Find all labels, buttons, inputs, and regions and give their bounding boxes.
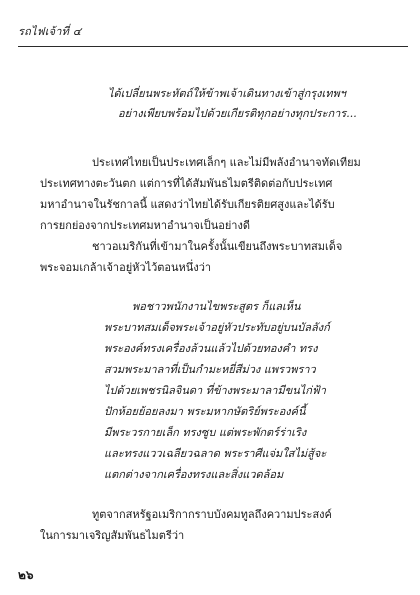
closing-line: ทูตจากสหรัฐอเมริกากราบบังคมทูลถึงความประสงค์	[92, 508, 332, 521]
verse-line: สวมพระมาลาที่เป็นกำมะหยี่สีม่วง แพรวพราว	[104, 363, 316, 376]
running-header: รถไฟเจ้าที่ ๔	[18, 25, 82, 38]
body-line: การยกย่องจากประเทศมหาอำนาจเป็นอย่างดี	[40, 219, 250, 232]
body-line: ประเทศทางตะวันตก แต่การที่ได้สัมพันธไมตรีติดต่อกับประเทศ	[40, 177, 333, 190]
verse-line: พอชาวพนักงานไขพระสูตร ก็แลเห็น	[132, 300, 301, 313]
page-number: ๒๖	[18, 568, 34, 582]
intro-line: ได้เปลี่ยนพระหัตถ์ให้ข้าพเจ้าเดินทางเข้าสู่กรุงเทพฯ	[108, 87, 346, 100]
verse-line: พระบาทสมเด็จพระเจ้าอยู่หัวประทับอยู่บนบัลลังก์	[104, 321, 330, 334]
intro-line: อย่างเพียบพร้อมไปด้วยเกียรติทุกอย่างทุกประการ...	[118, 107, 357, 120]
header-rule	[18, 46, 408, 47]
verse-line: แตกต่างจากเครื่องทรงและสิ่งแวดล้อม	[104, 468, 284, 481]
verse-line: มีพระวรกายเล็ก ทรงซูบ แต่พระพักตร์ร่าเริง	[104, 426, 307, 439]
body-line: ประเทศไทยเป็นประเทศเล็กๆ และไม่มีพลังอำนาจทัดเทียม	[92, 156, 361, 169]
body-line: มหาอำนาจในรัชกาลนี้ แสดงว่าไทยได้รับเกียรติยศสูงและได้รับ	[40, 198, 335, 211]
body-text	[40, 152, 384, 278]
closing-line: ในการมาเจริญสัมพันธไมตรีว่า	[40, 529, 185, 542]
verse-line: ไปด้วยเพชรนิลจินดา ที่ข้างพระมาลามีขนไก่ฟ้า	[104, 384, 326, 397]
quoted-passage	[104, 296, 374, 485]
intro-quote	[108, 84, 408, 124]
verse-line: ปักห้อยย้อยลงมา พระมหากษัตริย์พระองค์นี้	[104, 405, 306, 418]
verse-line: และทรงแววเฉลียวฉลาด พระราศีแจ่มใสไม่สู้จะ	[104, 447, 327, 460]
body-line: พระจอมเกล้าเจ้าอยู่หัวไว้ตอนหนึ่งว่า	[40, 261, 212, 274]
closing-paragraph	[40, 504, 384, 546]
body-line: ชาวอเมริกันที่เข้ามาในครั้งนั้นเขียนถึงพระบาทสมเด็จ	[92, 240, 343, 253]
verse-line: พระองค์ทรงเครื่องล้วนแล้วไปด้วยทองคำ ทรง	[104, 342, 318, 355]
